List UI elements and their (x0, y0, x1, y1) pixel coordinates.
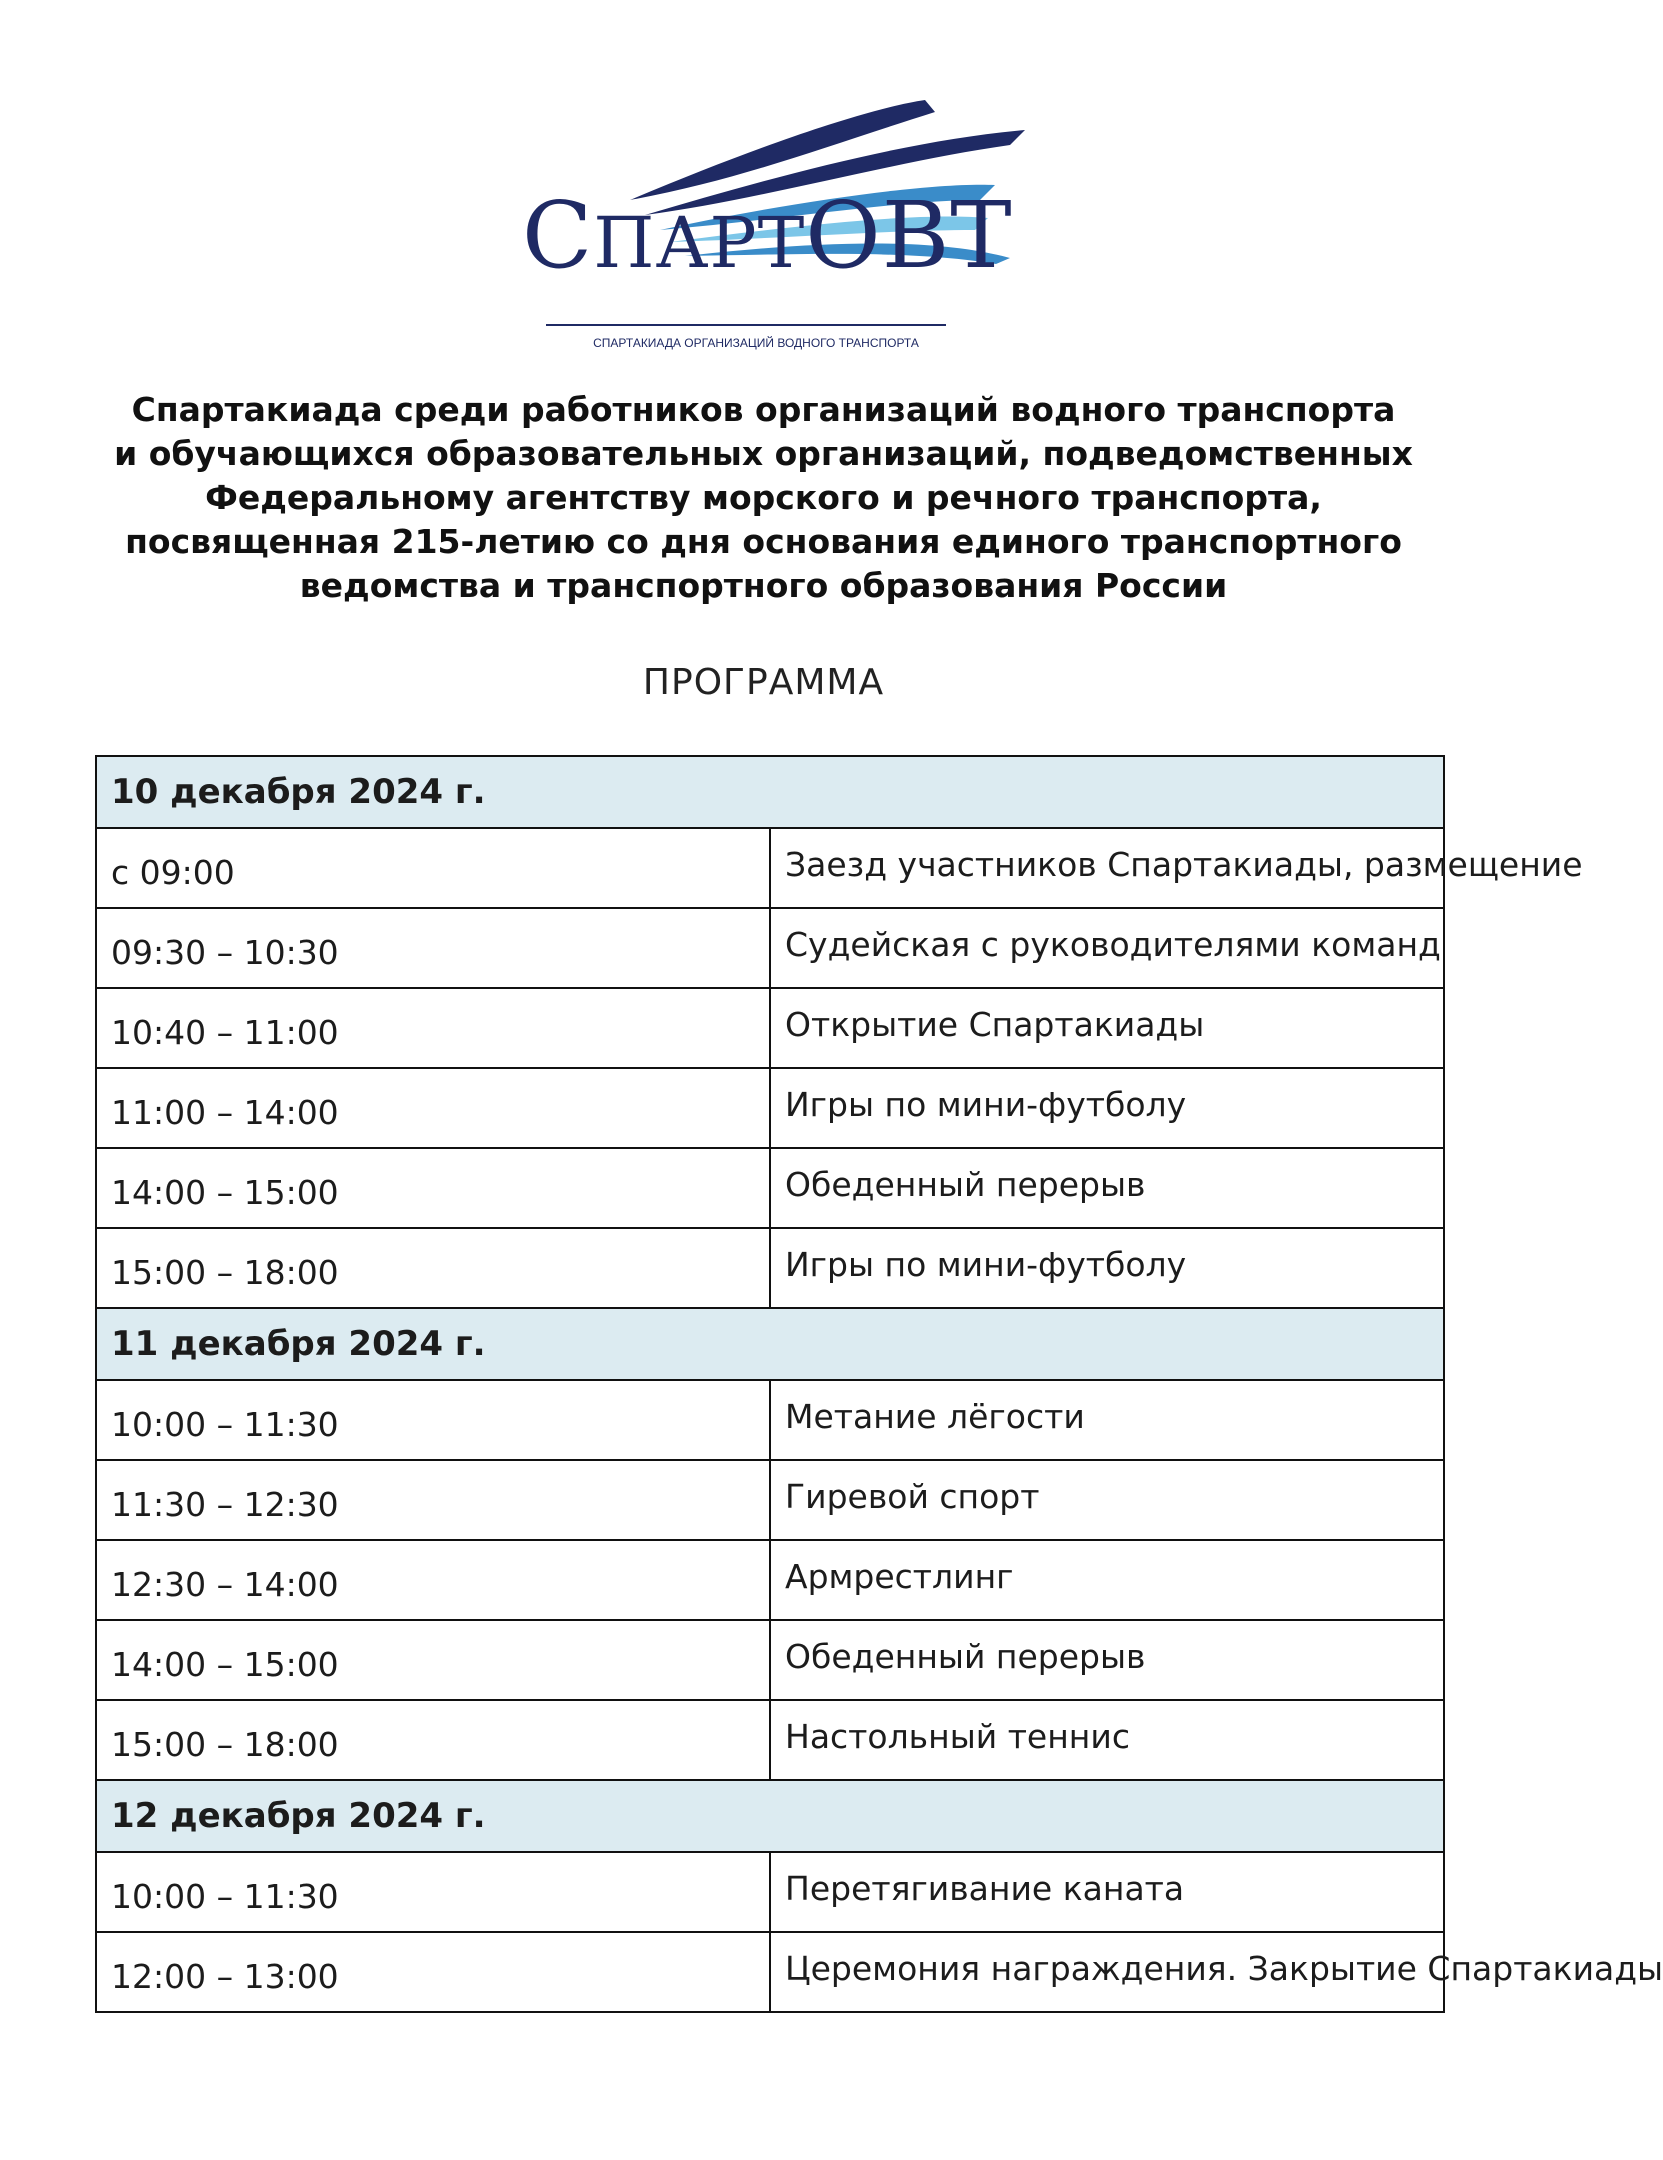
schedule-activity: Игры по мини-футболу (770, 1068, 1444, 1148)
day-date: 12 декабря 2024 г. (96, 1780, 1444, 1852)
schedule-activity: Настольный теннис (770, 1700, 1444, 1780)
spartovt-logo (510, 90, 1030, 370)
schedule-activity: Армрестлинг (770, 1540, 1444, 1620)
schedule-time: 10:40 – 11:00 (96, 988, 770, 1068)
heading-line-5: ведомства и транспортного образования России (299, 566, 1228, 605)
schedule-row (96, 1620, 1444, 1700)
schedule-row (96, 1068, 1444, 1148)
schedule-row (96, 1228, 1444, 1308)
schedule-time: 11:00 – 14:00 (96, 1068, 770, 1148)
day-date: 11 декабря 2024 г. (96, 1308, 1444, 1380)
program-title: ПРОГРАММА (642, 662, 885, 703)
heading-line-1: Спартакиада среди работников организаций водного транспорта (131, 390, 1396, 429)
heading-line-4: посвященная 215-летию со дня основания единого транспортного (125, 522, 1402, 561)
heading-line-3: Федеральному агентству морского и речного транспорта, (205, 478, 1322, 517)
schedule-row (96, 908, 1444, 988)
day-date: 10 декабря 2024 г. (96, 756, 1444, 828)
schedule-activity: Обеденный перерыв (770, 1620, 1444, 1700)
day-row (96, 1780, 1444, 1852)
schedule-time: 10:00 – 11:30 (96, 1380, 770, 1460)
schedule-time: с 09:00 (96, 828, 770, 908)
schedule-row (96, 1148, 1444, 1228)
schedule-time: 15:00 – 18:00 (96, 1700, 770, 1780)
logo-rule (546, 324, 946, 326)
schedule-row (96, 988, 1444, 1068)
schedule-time: 11:30 – 12:30 (96, 1460, 770, 1540)
heading-bold-word: Спартакиада (131, 390, 383, 429)
schedule-activity: Метание лёгости (770, 1380, 1444, 1460)
schedule-row (96, 1460, 1444, 1540)
schedule-time: 10:00 – 11:30 (96, 1852, 770, 1932)
logo-subtitle: СПАРТАКИАДА ОРГАНИЗАЦИЙ ВОДНОГО ТРАНСПОРТА (593, 336, 919, 350)
schedule-time: 12:30 – 14:00 (96, 1540, 770, 1620)
schedule-row (96, 1700, 1444, 1780)
schedule-activity: Церемония награждения. Закрытие Спартакиады (770, 1932, 1444, 2012)
schedule-activity: Игры по мини-футболу (770, 1228, 1444, 1308)
schedule-activity: Судейская с руководителями команд (770, 908, 1444, 988)
schedule-row (96, 1380, 1444, 1460)
day-row (96, 756, 1444, 828)
schedule-time: 15:00 – 18:00 (96, 1228, 770, 1308)
schedule-row (96, 1540, 1444, 1620)
schedule-time: 14:00 – 15:00 (96, 1148, 770, 1228)
schedule-activity: Гиревой спорт (770, 1460, 1444, 1540)
schedule-row (96, 828, 1444, 908)
logo-wordmark: СПАРТОВТ (522, 182, 1013, 289)
schedule-time: 12:00 – 13:00 (96, 1932, 770, 2012)
schedule-activity: Открытие Спартакиады (770, 988, 1444, 1068)
schedule-activity: Обеденный перерыв (770, 1148, 1444, 1228)
schedule-row (96, 1852, 1444, 1932)
day-row (96, 1308, 1444, 1380)
schedule-row (96, 1932, 1444, 2012)
schedule-time: 14:00 – 15:00 (96, 1620, 770, 1700)
schedule-time: 09:30 – 10:30 (96, 908, 770, 988)
schedule-table (95, 755, 1663, 2013)
schedule-activity: Заезд участников Спартакиады, размещение (770, 828, 1444, 908)
heading-line-2: и обучающихся образовательных организаций, подведомственных (114, 434, 1413, 473)
event-heading (100, 388, 1427, 608)
schedule-activity: Перетягивание каната (770, 1852, 1444, 1932)
